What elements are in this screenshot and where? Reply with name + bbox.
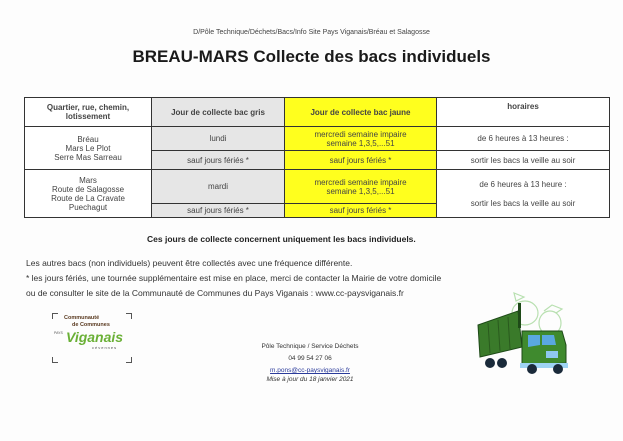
horaire-note: sortir les bacs la veille au soir [437, 151, 610, 170]
phone-number: 04 99 54 27 06 [288, 355, 332, 362]
viganais-logo: Communauté de Communes PAYS Viganais cévennes [52, 313, 132, 363]
horaire: de 6 heures à 13 heure : sortir les bacs la veille au soir [437, 170, 610, 218]
gris-note: sauf jours fériés * [152, 151, 285, 170]
header-quartier: Quartier, rue, chemin, lotissement [25, 98, 152, 127]
horaire: de 6 heures à 13 heures : [437, 127, 610, 151]
gris-day: mardi [152, 170, 285, 204]
jaune-day: mercredi semaine impaire semaine 1,3,5,...51 [285, 127, 437, 151]
quartier-cell: Mars Route de Salagosse Route de La Cravate Puechagut [25, 170, 152, 218]
service-name: Pôle Technique / Service Déchets [261, 343, 359, 350]
document-path: D/Pôle Technique/Déchets/Bacs/Info Site Pays Viganais/Bréau et Salagosse [193, 29, 430, 36]
other-bins-note: Les autres bacs (non individuels) peuvent être collectés avec une fréquence différente. [26, 258, 353, 268]
quartier-cell: Bréau Mars Le Plot Serre Mas Sarreau [25, 127, 152, 170]
page-title: BREAU-MARS Collecte des bacs individuels [132, 47, 491, 66]
collection-table [24, 97, 610, 218]
header-bac-jaune: Jour de collecte bac jaune [285, 98, 437, 127]
table-row [25, 170, 610, 204]
table-row [25, 127, 610, 151]
header-bac-gris: Jour de collecte bac gris [152, 98, 285, 127]
table-header-row [25, 98, 610, 127]
email-link[interactable]: m.pons@cc-paysviganais.fr [270, 367, 350, 374]
jaune-note: sauf jours fériés * [285, 204, 437, 218]
gris-note: sauf jours fériés * [152, 204, 285, 218]
gris-day: lundi [152, 127, 285, 151]
website-note: ou de consulter le site de la Communauté de Communes du Pays Viganais : www.cc-paysviganais.fr [26, 288, 404, 298]
contact-block [220, 343, 400, 388]
jaune-note: sauf jours fériés * [285, 151, 437, 170]
jaune-day: mercredi semaine impaire semaine 1,3,5,...51 [285, 170, 437, 204]
garbage-truck-icon [470, 285, 580, 385]
holidays-note: * les jours fériés, une tournée supplémentaire est mise en place, merci de contacter la Mairie de votre domicile [26, 273, 442, 283]
individual-bins-note: Ces jours de collecte concernent uniquement les bacs individuels. [147, 234, 416, 244]
header-horaires: horaires [437, 98, 610, 127]
update-date: Mise à jour du 18 janvier 2021 [266, 376, 354, 383]
